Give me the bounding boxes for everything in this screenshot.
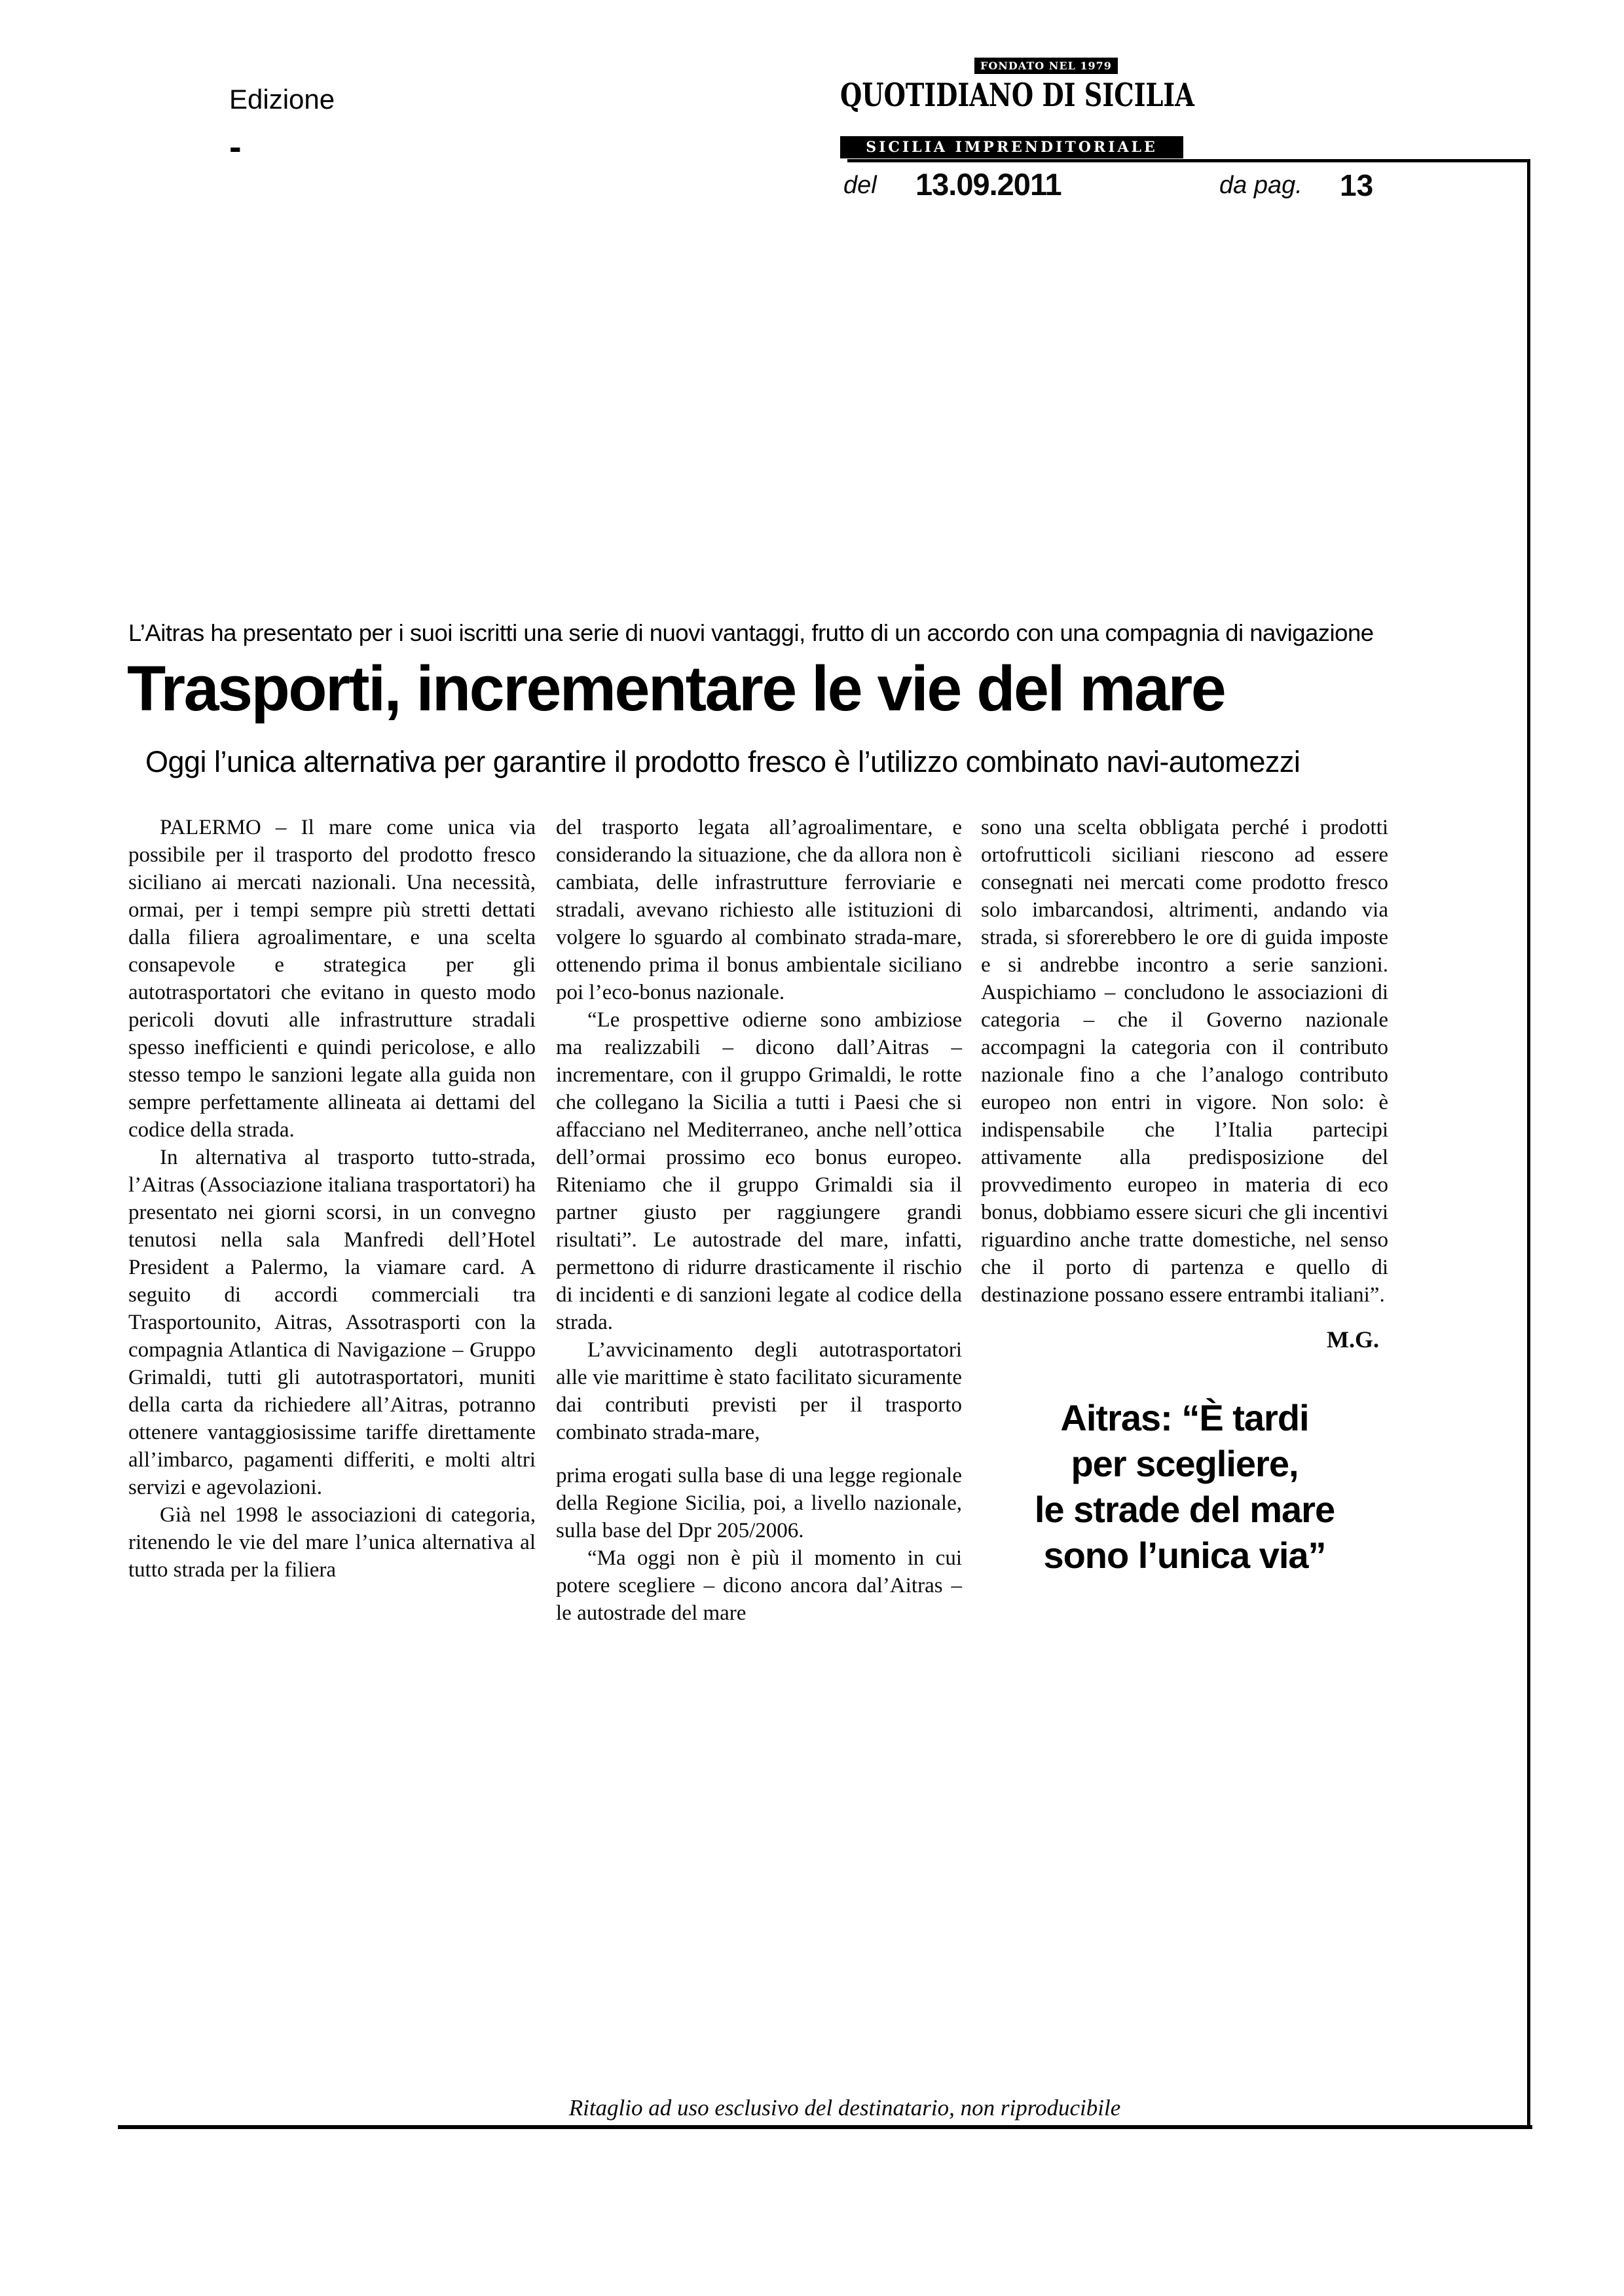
pullquote-line: sono l’unica via” — [1043, 1535, 1326, 1576]
page-number: 13 — [1340, 168, 1374, 202]
edizione-label: Edizione — [229, 84, 335, 115]
paragraph: del trasporto legata all’agroalimentare, e considerando la situazione, che da allora non è cambiata, delle infrastrutture ferroviarie e stradali, avevano richiesto alle istituzioni di volgere lo sguardo al combinato strada-mare, ottenendo prima il bonus ambientale siciliano poi l’eco-bonus nazionale. — [556, 816, 962, 1004]
masthead-title: QUOTIDIANO DI SICILIA — [840, 76, 1194, 114]
paragraph: L’avvicinamento degli autotrasportatori alle vie marittime è stato facilitato sicuramente dai contributi previsti per il trasporto combinato strada-mare, — [556, 1338, 962, 1444]
right-border — [1527, 159, 1530, 2129]
article-title: Trasporti, incrementare le vie del mare — [127, 653, 1225, 724]
masthead-founded-badge: FONDATO NEL 1979 — [974, 58, 1118, 74]
edizione-dash: - — [229, 126, 242, 167]
bottom-rule — [118, 2125, 1532, 2129]
pullquote — [981, 1395, 1388, 1578]
del-label: del — [843, 172, 877, 199]
article-kicker: L’Aitras ha presentato per i suoi iscritti una serie di nuovi vantaggi, frutto di un accordo con una compagnia di navigazione — [128, 619, 1374, 646]
article-column-3 — [981, 814, 1388, 1578]
byline: M.G. — [1327, 1326, 1379, 1353]
paragraph: In alternativa al trasporto tutto-strada, l’Aitras (Associazione italiana trasportatori) ha presentato nei giorni scorsi, in un convegno tenutosi nella sala Manfredi dell’Hotel President a Palermo, la viamare card. A seguito di accordi commerciali tra Trasportounito, Aitras, Assotrasporti con la compagnia Atlantica di Navigazione – Gruppo Grimaldi, tutti gli autotrasportatori, muniti della carta da richiedere all’Aitras, potranno ottenere vantaggiosissime tariffe direttamente all’imbarco, pagamenti differiti, e molti altri servizi e agevolazioni. — [128, 1146, 536, 1499]
article-column-1 — [128, 814, 536, 1584]
paragraph: “Le prospettive odierne sono ambiziose ma realizzabili – dicono dall’Aitras – incrementare, con il gruppo Grimaldi, le rotte che collegano la Sicilia a tutti i Paesi che si affacciano nel Mediterraneo, anche nell’ottica dell’ormai prossimo eco bonus europeo. Riteniamo che il gruppo Grimaldi sia il partner giusto per raggiungere grandi risultati”. Le autostrade del mare, infatti, permettono di ridurre drasticamente il rischio di incidenti e di sanzioni legate al codice della strada. — [556, 1008, 962, 1334]
paragraph: prima erogati sulla base di una legge regionale della Regione Sicilia, poi, a livello nazionale, sulla base del Dpr 205/2006. — [556, 1464, 962, 1542]
paragraph: Già nel 1998 le associazioni di categoria, ritenendo le vie del mare l’unica alternativa al tutto strada per la filiera — [128, 1503, 536, 1582]
pullquote-line: Aitras: “È tardi — [1060, 1397, 1309, 1438]
paragraph: sono una scelta obbligata perché i prodotti ortofrutticoli siciliani riescono ad essere consegnati nei mercati come prodotto fresco solo imbarcandosi, altrimenti, andando via strada, si sforerebbero le ore di guida imposte e si andrebbe incontro a serie sanzioni. Auspichiamo – concludono le associazioni di categoria – che il Governo nazionale accompagni la categoria con il contributo nazionale fino a che l’analogo contributo europeo non entri in vigore. Non solo: è indispensabile che l’Italia partecipi attivamente alla predisposizione del provvedimento europeo in materia di eco bonus, dobbiamo essere sicuri che gli incentivi riguardino anche tratte domestiche, nel senso che il porto di partenza e quello di destinazione possano essere entrambi italiani”. — [981, 816, 1388, 1307]
paragraph: PALERMO – Il mare come unica via possibile per il trasporto del prodotto fresco siciliano ai mercati nazionali. Una necessità, ormai, per i tempi sempre più stretti dettati dalla filiera agroalimentare, e una scelta consapevole e strategica per gli autotrasportatori che evitano in questo modo pericoli dovuti alle infrastrutture stradali spesso inefficienti e quindi pericolose, e allo stesso tempo le sanzioni legate alla guida non sempre perfettamente allineata ai dettami del codice della strada. — [128, 816, 536, 1142]
issue-date: 13.09.2011 — [915, 167, 1061, 202]
masthead-subtitle-bar: SICILIA IMPRENDITORIALE — [840, 136, 1183, 158]
footer-disclaimer: Ritaglio ad uso esclusivo del destinatario, non riproducibile — [568, 2095, 1121, 2121]
header-rule — [847, 159, 1530, 162]
da-pag-label: da pag. — [1219, 172, 1302, 199]
article-column-2 — [556, 814, 962, 1627]
pullquote-line: per scegliere, — [1071, 1443, 1299, 1484]
article-subtitle: Oggi l’unica alternativa per garantire il prodotto fresco è l’utilizzo combinato navi-automezzi — [145, 745, 1301, 778]
paragraph: “Ma oggi non è più il momento in cui potere scegliere – dicono ancora dal’Aitras – le autostrade del mare — [556, 1546, 962, 1625]
pullquote-line: le strade del mare — [1034, 1489, 1335, 1530]
